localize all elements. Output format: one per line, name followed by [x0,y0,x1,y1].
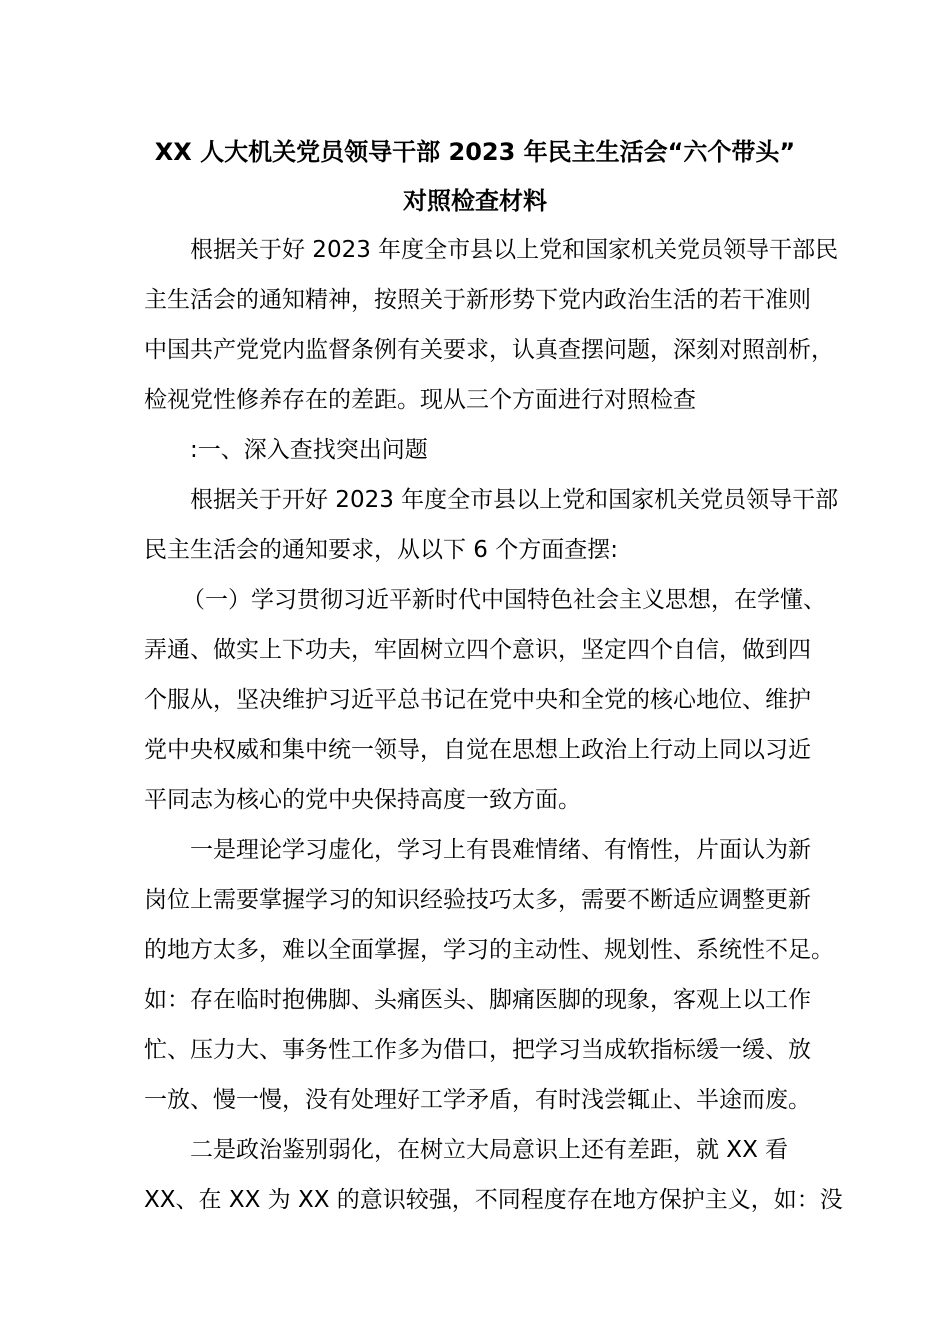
body-line: 二是政治鉴别弱化，在树立大局意识上还有差距，就 XX 看 [190,1137,789,1163]
body-line: 岗位上需要掌握学习的知识经验技巧太多，需要不断适应调整更新 [144,887,811,913]
body-line: 一是理论学习虚化，学习上有畏难情绪、有惰性，片面认为新 [190,837,811,863]
body-line: 党中央权威和集中统一领导，自觉在思想上政治上行动上同以习近 [144,737,811,763]
section-heading: :一、深入查找突出问题 [190,437,428,463]
body-line: 根据关于好 2023 年度全市县以上党和国家机关党员领导干部民 [190,237,839,263]
body-line: 主生活会的通知精神，按照关于新形势下党内政治生活的若干准则 [144,287,811,313]
body-line: 民主生活会的通知要求，从以下 6 个方面查摆: [144,537,619,563]
body-line: XX、在 XX 为 XX 的意识较强，不同程度存在地方保护主义，如：没 [144,1187,843,1213]
document-title-line-2: 对照检查材料 [403,187,547,215]
document-title-line-1: XX 人大机关党员领导干部 2023 年民主生活会“六个带头” [154,138,796,166]
body-line: 个服从，坚决维护习近平总书记在党中央和全党的核心地位、维护 [144,687,811,713]
body-line: 如：存在临时抱佛脚、头痛医头、脚痛医脚的现象，客观上以工作 [144,987,811,1013]
body-line: 弄通、做实上下功夫，牢固树立四个意识，坚定四个自信，做到四 [144,637,811,663]
body-line: 平同志为核心的党中央保持高度一致方面。 [144,787,581,813]
subsection-heading: （一）学习贯彻习近平新时代中国特色社会主义思想，在学懂、 [182,587,826,613]
body-line: 中国共产党党内监督条例有关要求，认真查摆问题，深刻对照剖析， [144,337,834,363]
body-line: 一放、慢一慢，没有处理好工学矛盾，有时浅尝辄止、半途而废。 [144,1087,811,1113]
body-line: 检视党性修养存在的差距。现从三个方面进行对照检查 [144,387,696,413]
body-line: 根据关于开好 2023 年度全市县以上党和国家机关党员领导干部 [190,487,839,513]
body-line: 忙、压力大、事务性工作多为借口，把学习当成软指标缓一缓、放 [144,1037,811,1063]
body-line: 的地方太多，难以全面掌握，学习的主动性、规划性、系统性不足。 [144,937,834,963]
